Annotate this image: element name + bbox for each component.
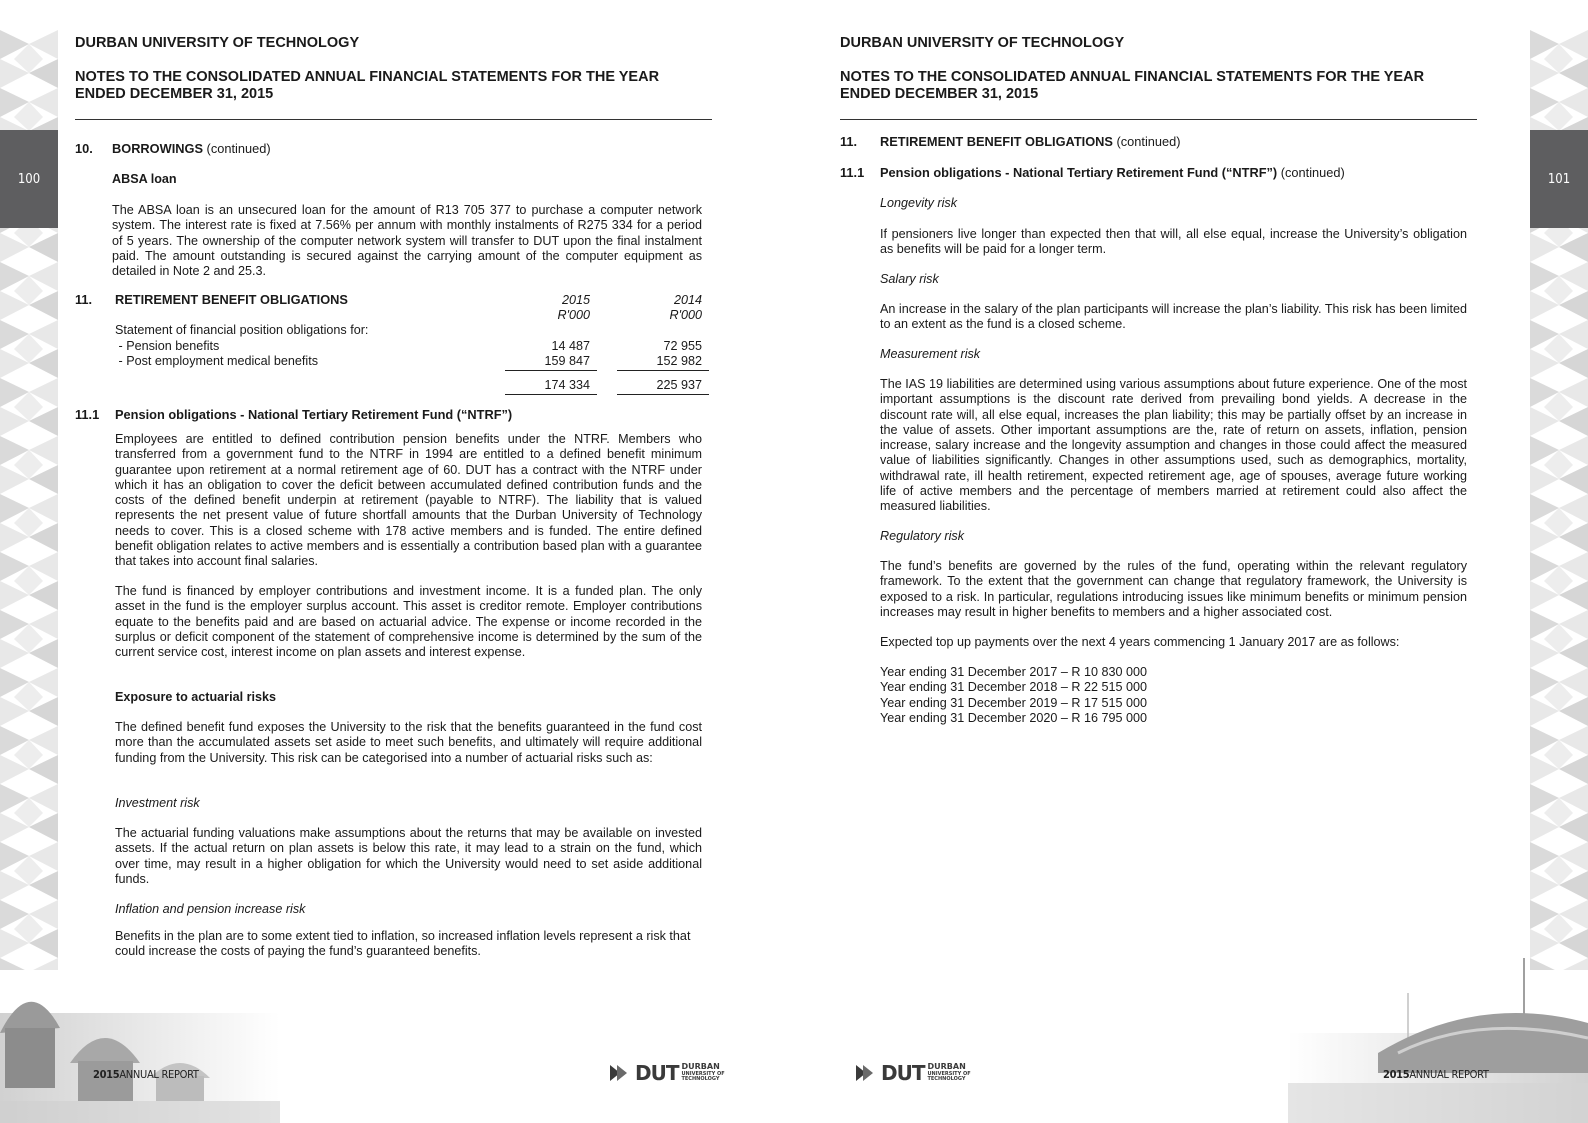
subsection-title [880, 165, 1345, 180]
logo-line2: UNIVERSITY OF [681, 1070, 725, 1077]
section-number: 10. [75, 141, 93, 156]
footer-annual-report [93, 1068, 199, 1081]
stadium-scene-image [1288, 953, 1588, 1123]
logo-name [927, 1063, 970, 1083]
statement-title-line1: NOTES TO THE CONSOLIDATED ANNUAL FINANCIAL STATEMENTS FOR THE YEAR [840, 69, 1425, 85]
subsection-number: 11.1 [75, 407, 100, 422]
statement-title-line2: ENDED DECEMBER 31, 2015 [75, 86, 274, 102]
list-item: Year ending 31 December 2019 – R 17 515 000 [880, 695, 1148, 710]
col-2015-unit: R'000 [557, 308, 590, 322]
table-caption: Statement of financial position obligations for: [115, 323, 369, 337]
footer-text: ANNUAL REPORT [1409, 1068, 1489, 1081]
salary-risk-paragraph: An increase in the salary of the plan participants will increase the plan’s liability. This risk has been limited to an extent as the fund is a closed scheme. [880, 302, 1467, 332]
funding-paragraph: The fund is financed by employer contributions and investment income. It is a funded plan. The only asset in the fund is the employer surplus account. This asset is creditor remote. Employer contributions equate to the benefits paid and are based on actuarial advice. The expense or income recorded in the surplus or deficit component of the statement of comprehensive income is determined by the sum of the current service cost, interest income on plan assets and interest expense. [115, 584, 702, 660]
measurement-risk-heading: Measurement risk [880, 347, 981, 361]
logo-name [681, 1063, 724, 1083]
table-cell: 72 955 [663, 339, 702, 353]
statement-title-line1: NOTES TO THE CONSOLIDATED ANNUAL FINANCIAL STATEMENTS FOR THE YEAR [75, 69, 660, 85]
table-cell: 159 847 [544, 354, 590, 368]
col-2014-unit: R'000 [669, 308, 702, 322]
page-number-tab [0, 130, 58, 228]
logo-mark: DUT [635, 1061, 679, 1085]
section-title-bold: BORROWINGS [112, 141, 203, 156]
subsection-title-bold: Pension obligations - National Tertiary Retirement Fund (“NTRF”) [880, 165, 1278, 180]
footer-year: 2015 [93, 1068, 120, 1081]
dut-logo-icon [856, 1065, 878, 1081]
institution-header: DURBAN UNIVERSITY OF TECHNOLOGY [75, 35, 360, 51]
subtotal-rule [505, 370, 597, 371]
absa-heading: ABSA loan [112, 172, 177, 186]
page-number-tab [1530, 130, 1588, 228]
footer-year: 2015 [1383, 1068, 1410, 1081]
absa-paragraph: The ABSA loan is an unsecured loan for the amount of R13 705 377 to purchase a computer network system. The interest rate is fixed at 7.56% per annum with monthly instalments of R275 334 for a period of 5 years. The ownership of the computer network system will transfer to DUT upon the final instalment paid. The amount outstanding is secured against the carrying amount of the computer equipment as detailed in Note 2 and 25.3. [112, 203, 702, 279]
section-number: 11. [840, 134, 858, 149]
expected-payments-intro: Expected top up payments over the next 4 years commencing 1 January 2017 are as follows: [880, 635, 1400, 649]
dut-logo [610, 1061, 725, 1085]
logo-line3: TECHNOLOGY [927, 1076, 966, 1083]
total-rule [505, 394, 597, 395]
statement-title-line2: ENDED DECEMBER 31, 2015 [840, 86, 1039, 102]
right-page [794, 0, 1588, 1123]
table-cell: 14 487 [551, 339, 590, 353]
table-cell: 152 982 [656, 354, 702, 368]
measurement-risk-paragraph: The IAS 19 liabilities are determined using various assumptions about future experience. One of the most important assumptions is the discount rate derived from prevailing bond yields. A decrease in the discount rate will, all else equal, increases the plan liability; this may be partially offset by an increase in the value of assets. Other important assumptions are the, rate of return on assets, inflation, pension increase, salary increase and the longevity assumption and changes in those could affect the measured value of liabilities significantly. Changes in other assumptions used, such as demographics, mortality, withdrawal rate, ill health retirement, expected retirement age, age of spouses, average future working life of active members and the percentage of members married at retirement could also affect the measured liabilities. [880, 377, 1467, 514]
table-row-label: - Post employment medical benefits [115, 354, 318, 368]
payments-list [880, 665, 1147, 726]
section-title [115, 292, 348, 307]
institution-header: DURBAN UNIVERSITY OF TECHNOLOGY [840, 35, 1125, 51]
list-item: Year ending 31 December 2018 – R 22 515 000 [880, 680, 1148, 695]
inflation-risk-paragraph: Benefits in the plan are to some extent tied to inflation, so increased inflation levels represent a risk that could increase the costs of paying the fund’s guaranteed benefits. [115, 929, 691, 959]
list-item: Year ending 31 December 2017 – R 10 830 000 [880, 665, 1148, 679]
dut-logo [856, 1061, 971, 1085]
section-number: 11. [75, 292, 93, 307]
section-title-suffix: (continued) [1112, 134, 1181, 149]
exposure-paragraph: The defined benefit fund exposes the University to the risk that the benefits guaranteed in the fund cost more than the accumulated assets set aside to meet such benefits, and ultimately will require additional funding from the University. This risk can be categorised into a number of actuarial risks such as: [115, 720, 702, 765]
logo-line3: TECHNOLOGY [681, 1076, 720, 1083]
section-title [880, 134, 1181, 149]
subsection-number: 11.1 [840, 165, 865, 180]
table-total: 174 334 [544, 378, 590, 392]
table-total: 225 937 [656, 378, 702, 392]
dut-logo-icon [610, 1065, 632, 1081]
logo-line1: DURBAN [927, 1062, 966, 1072]
regulatory-risk-heading: Regulatory risk [880, 529, 964, 543]
col-2015-year: 2015 [561, 293, 590, 307]
investment-risk-paragraph: The actuarial funding valuations make assumptions about the returns that may be available on invested assets. If the actual return on plan assets is below this rate, it may lead to a strain on the fund, which over time, may result in a higher obligation for which the University would need to set aside additional funds. [115, 826, 702, 886]
logo-mark: DUT [881, 1061, 925, 1085]
village-scene-image [0, 953, 280, 1123]
section-title [112, 141, 271, 156]
col-2014-year: 2014 [673, 293, 702, 307]
page-number: 100 [17, 171, 41, 187]
subtotal-rule [617, 370, 709, 371]
exposure-heading: Exposure to actuarial risks [115, 690, 276, 704]
inflation-risk-heading: Inflation and pension increase risk [115, 902, 306, 916]
total-rule [617, 394, 709, 395]
footer-annual-report [1383, 1068, 1489, 1081]
section-title-suffix: (continued) [203, 141, 271, 156]
section-title-bold: RETIREMENT BENEFIT OBLIGATIONS [115, 292, 348, 307]
ntrf-paragraph: Employees are entitled to defined contribution pension benefits under the NTRF. Members who transferred from a government fund to the NTRF in 1994 are entitled to a defined benefit minimum guarantee upon retirement at a normal retirement age of 60. DUT has a contract with the NTRF under which it has an obligation to cover the deficit between accumulated defined contribution funds and the costs of the defined benefit underpin at retirement (payable to NTRF). The liability that is valued represents the net present value of future shortfall amounts that the Durban University of Technology needs to cover. This is a closed scheme with 178 active members and is funded. The entire defined benefit obligation relates to active members and is essentially a contribution based plan with a guarantee that takes into account final salaries. [115, 432, 702, 569]
page-number: 101 [1547, 171, 1571, 187]
salary-risk-heading: Salary risk [880, 272, 939, 286]
logo-line2: UNIVERSITY OF [927, 1070, 971, 1077]
logo-line1: DURBAN [681, 1062, 720, 1072]
section-title-bold: RETIREMENT BENEFIT OBLIGATIONS [880, 134, 1113, 149]
header-rule [840, 119, 1477, 120]
subsection-title-bold: Pension obligations - National Tertiary Retirement Fund (“NTRF”) [115, 407, 513, 422]
regulatory-risk-paragraph: The fund’s benefits are governed by the rules of the fund, operating within the relevant regulatory framework. To the extent that the government can change that regulatory framework, the University is exposed to a risk. In particular, regulations introducing issues like minimum benefits or minimum pension increases may result in higher benefits to members and a higher associated cost. [880, 559, 1467, 619]
subsection-title-suffix: (continued) [1277, 165, 1345, 180]
investment-risk-heading: Investment risk [115, 796, 200, 810]
footer-text: ANNUAL REPORT [119, 1068, 199, 1081]
longevity-risk-paragraph: If pensioners live longer than expected then that will, all else equal, increase the University’s obligation as benefits will be paid for a longer term. [880, 227, 1467, 257]
header-rule [75, 119, 712, 120]
longevity-risk-heading: Longevity risk [880, 196, 957, 210]
list-item: Year ending 31 December 2020 – R 16 795 000 [880, 710, 1148, 725]
subsection-title [115, 407, 512, 422]
table-row-label: - Pension benefits [115, 339, 220, 353]
